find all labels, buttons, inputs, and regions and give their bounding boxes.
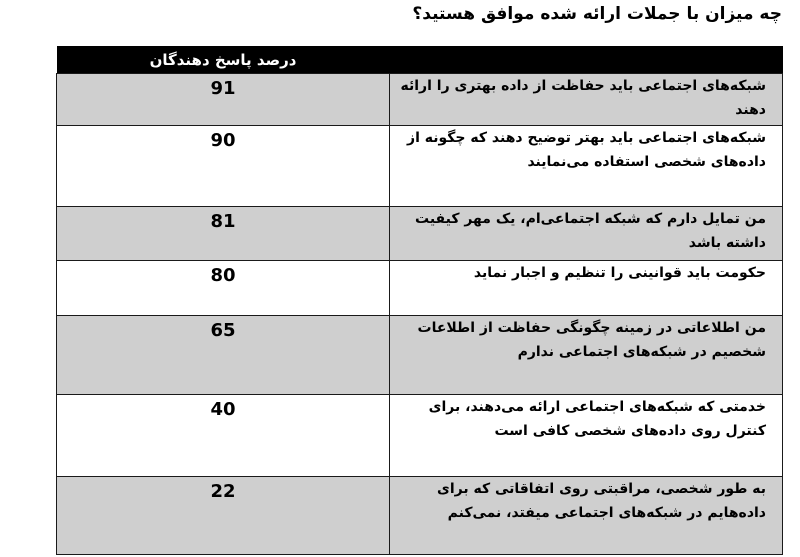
percent-value: 81 bbox=[57, 207, 390, 261]
statement-text: من تمایل دارم که شبکه اجتماعی‌ام، یک مهر کیفیت داشته باشد bbox=[390, 207, 783, 261]
percent-value: 80 bbox=[57, 261, 390, 316]
statement-text: حکومت باید قوانینی را تنظیم و اجبار نماید bbox=[390, 261, 783, 316]
table-header-row bbox=[57, 46, 783, 74]
statement-text: شبکه‌های اجتماعی باید بهتر توضیح دهند که چگونه از داده‌های شخصی استفاده می‌نمایند bbox=[390, 126, 783, 207]
survey-table bbox=[56, 46, 783, 555]
percent-value: 22 bbox=[57, 477, 390, 555]
table-row bbox=[57, 477, 783, 555]
table-row bbox=[57, 316, 783, 395]
statement-text: شبکه‌های اجتماعی باید حفاظت از داده بهتری را ارائه دهند bbox=[390, 74, 783, 126]
header-statement bbox=[390, 46, 783, 74]
table-row bbox=[57, 395, 783, 477]
statement-text: من اطلاعاتی در زمینه چگونگی حفاظت از اطلاعات شخصیم در شبکه‌های اجتماعی ندارم bbox=[390, 316, 783, 395]
percent-value: 40 bbox=[57, 395, 390, 477]
percent-value: 65 bbox=[57, 316, 390, 395]
percent-value: 91 bbox=[57, 74, 390, 126]
page-title: چه میزان با جملات ارائه شده موافق هستید؟ bbox=[412, 4, 782, 24]
table-row bbox=[57, 207, 783, 261]
table-row bbox=[57, 261, 783, 316]
table-row bbox=[57, 126, 783, 207]
statement-text: به طور شخصی، مراقبتی روی اتفاقاتی که برای داده‌هایم در شبکه‌های اجتماعی میفتد، نمی‌کنم bbox=[390, 477, 783, 555]
header-respondents-percent: درصد پاسخ دهندگان bbox=[57, 46, 390, 74]
percent-value: 90 bbox=[57, 126, 390, 207]
statement-text: خدمتی که شبکه‌های اجتماعی ارائه می‌دهند، برای کنترل روی داده‌های شخصی کافی است bbox=[390, 395, 783, 477]
table-row bbox=[57, 74, 783, 126]
